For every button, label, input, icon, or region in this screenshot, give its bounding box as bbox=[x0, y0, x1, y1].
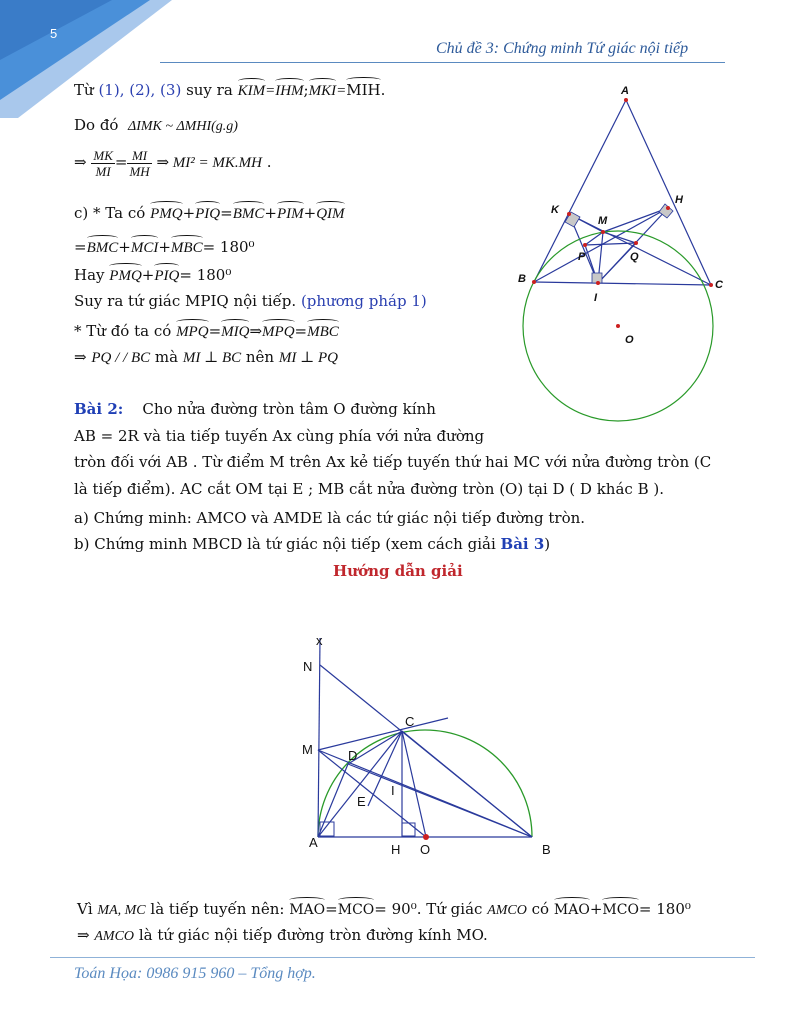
page-number: 5 bbox=[50, 26, 58, 41]
line-pq-parallel: ⇒ PQ / / BC mà MI ⊥ BC nên MI ⊥ PQ bbox=[74, 348, 338, 366]
line-c-sum-2: =BMC+MCI+MBC= 180⁰ bbox=[74, 238, 255, 256]
line-from-1-2-3: Từ (1), (2), (3) suy ra KIM=IHM;MKI=MIH. bbox=[74, 78, 385, 100]
svg-text:B: B bbox=[518, 273, 526, 285]
svg-text:E: E bbox=[357, 794, 366, 809]
line-from-that: * Từ đó ta có MPQ=MIQ⇒MPQ=MBC bbox=[74, 322, 339, 340]
svg-text:M: M bbox=[302, 742, 313, 757]
svg-text:B: B bbox=[542, 842, 551, 857]
bai2-line2: AB = 2R và tia tiếp tuyến Ax cùng phía với nửa đường bbox=[74, 427, 485, 445]
svg-text:N: N bbox=[303, 659, 313, 674]
svg-text:Q: Q bbox=[630, 251, 639, 263]
svg-text:O: O bbox=[625, 334, 634, 346]
footer-text: Toán Họa: 0986 915 960 – Tổng hợp. bbox=[74, 965, 316, 982]
figure-triangle-circle bbox=[505, 80, 735, 430]
bai2-line3: tròn đối với AB . Từ điểm M trên Ax kẻ tiếp tuyến thứ hai MC với nửa đường tròn (C bbox=[74, 453, 712, 471]
svg-text:A: A bbox=[309, 835, 318, 850]
svg-text:K: K bbox=[551, 204, 559, 216]
bai2-line1: Bài 2: Cho nửa đường tròn tâm O đường kính bbox=[74, 400, 436, 418]
svg-text:C: C bbox=[405, 714, 415, 729]
line-hay: Hay PMQ+PIQ= 180⁰ bbox=[74, 266, 232, 284]
bottom-line2: ⇒ AMCO là tứ giác nội tiếp đường tròn đường kính MO. bbox=[77, 926, 488, 944]
line-mpiq: Suy ra tứ giác MPIQ nội tiếp. (phương pháp 1) bbox=[74, 292, 427, 310]
line-similar: Do đó ΔIMK ~ ΔMHI(g.g) bbox=[74, 116, 238, 134]
figure-semicircle bbox=[290, 630, 570, 870]
header-rule bbox=[160, 62, 725, 63]
svg-text:I: I bbox=[391, 783, 395, 798]
svg-text:O: O bbox=[420, 842, 431, 857]
line-c-sum: c) * Ta có PMQ+PIQ=BMC+PIM+QIM bbox=[74, 204, 345, 222]
svg-text:C: C bbox=[715, 279, 723, 291]
svg-text:H: H bbox=[675, 194, 683, 206]
svg-text:M: M bbox=[598, 215, 608, 227]
line-ratio: ⇒ $\frac{MK}{MI}$ = $\frac{MI}{MH}$ ⇒ MI² = MK.MH . bbox=[74, 147, 272, 179]
bai2-question-a: a) Chứng minh: AMCO và AMDE là các tứ giác nội tiếp đường tròn. bbox=[74, 509, 586, 527]
svg-text:D: D bbox=[348, 748, 358, 763]
svg-text:H: H bbox=[391, 842, 401, 857]
footer-rule bbox=[50, 957, 755, 958]
bai2-line4: là tiếp điểm). AC cắt OM tại E ; MB cắt nửa đường tròn (O) tại D ( D khác B ). bbox=[74, 480, 664, 498]
topic-header: Chủ đề 3: Chứng minh Tứ giác nội tiếp bbox=[436, 40, 689, 57]
svg-text:I: I bbox=[594, 292, 598, 304]
corner-decoration bbox=[0, 0, 180, 120]
bai2-question-b: b) Chứng minh MBCD là tứ giác nội tiếp (xem cách giải Bài 3) bbox=[74, 535, 551, 553]
bottom-line1: Vì MA, MC là tiếp tuyến nên: MAO=MCO= 90⁰. Tứ giác AMCO có MAO+MCO= 180⁰ bbox=[77, 900, 691, 918]
svg-text:x: x bbox=[316, 633, 323, 648]
guide-title: Hướng dẫn giải bbox=[333, 562, 463, 580]
svg-text:P: P bbox=[578, 251, 586, 263]
svg-text:A: A bbox=[621, 85, 629, 97]
